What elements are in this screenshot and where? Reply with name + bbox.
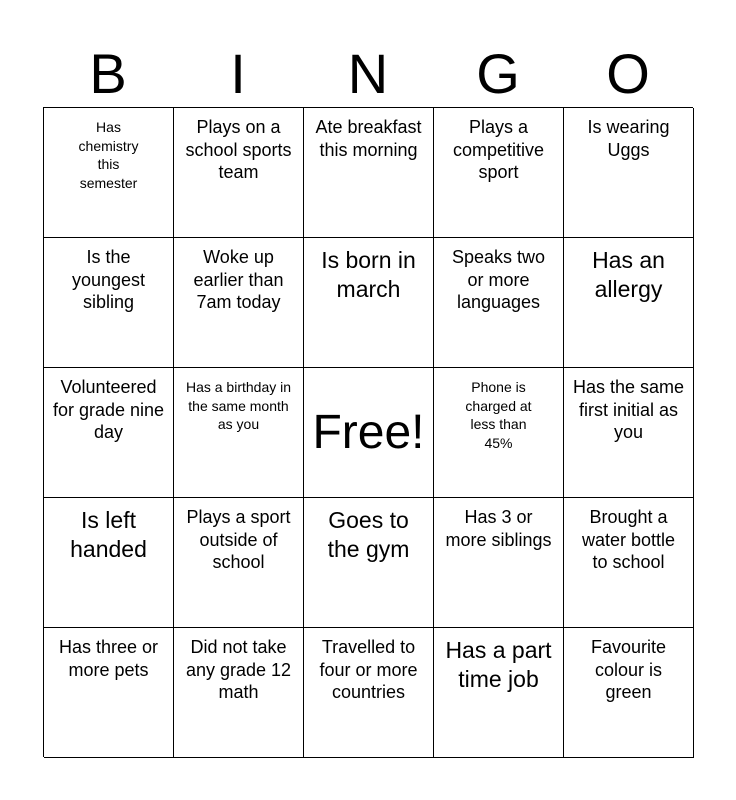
bingo-cell[interactable] xyxy=(304,238,434,368)
cell-text: Woke up earlier than 7am today xyxy=(193,247,284,312)
cell-text: Has the same first initial as you xyxy=(572,377,685,442)
cell-text: Phone is charged at less than 45% xyxy=(465,379,532,451)
bingo-cell[interactable] xyxy=(434,628,564,758)
header-letter-o: O xyxy=(606,42,650,105)
bingo-cell[interactable] xyxy=(564,498,694,628)
cell-text: Has a birthday in the same month as you xyxy=(185,379,292,432)
cell-text: Plays on a school sports team xyxy=(185,117,292,182)
bingo-grid xyxy=(43,107,693,757)
bingo-cell[interactable] xyxy=(44,628,174,758)
bingo-cell[interactable] xyxy=(174,368,304,498)
bingo-cell[interactable] xyxy=(434,108,564,238)
bingo-cell[interactable] xyxy=(44,108,174,238)
bingo-cell[interactable] xyxy=(44,368,174,498)
header-letter-i: I xyxy=(230,42,246,105)
cell-text: Brought a water bottle to school xyxy=(581,507,676,572)
bingo-cell[interactable] xyxy=(174,108,304,238)
cell-text: Ate breakfast this morning xyxy=(315,117,422,160)
bingo-cell[interactable] xyxy=(304,498,434,628)
bingo-cell[interactable] xyxy=(174,238,304,368)
cell-text: Has three or more pets xyxy=(58,637,159,680)
bingo-cell[interactable] xyxy=(174,498,304,628)
header-letter-g: G xyxy=(476,42,520,105)
bingo-cell[interactable] xyxy=(564,628,694,758)
cell-text: Plays a competitive sport xyxy=(452,117,545,182)
bingo-cell[interactable] xyxy=(44,498,174,628)
cell-text: Goes to the gym xyxy=(327,507,410,562)
cell-text: Favourite colour is green xyxy=(590,637,667,702)
cell-text: Speaks two or more languages xyxy=(451,247,546,312)
cell-text: Is born in march xyxy=(321,247,416,302)
bingo-cell[interactable] xyxy=(564,108,694,238)
bingo-cell[interactable] xyxy=(304,628,434,758)
bingo-cell[interactable] xyxy=(304,108,434,238)
cell-text: Has a part time job xyxy=(445,637,552,692)
cell-text: Did not take any grade 12 math xyxy=(185,637,292,702)
bingo-cell[interactable] xyxy=(564,368,694,498)
cell-text: Is the youngest sibling xyxy=(71,247,146,312)
bingo-cell[interactable] xyxy=(564,238,694,368)
cell-text: Has an allergy xyxy=(592,247,665,302)
cell-text: Has 3 or more siblings xyxy=(445,507,552,550)
header-letter-b: B xyxy=(89,42,127,105)
cell-text: Plays a sport outside of school xyxy=(186,507,291,572)
cell-text: Is left handed xyxy=(70,507,147,562)
bingo-cell[interactable] xyxy=(174,628,304,758)
cell-text: Volunteered for grade nine day xyxy=(52,377,165,442)
cell-text: Is wearing Uggs xyxy=(587,117,670,160)
cell-text: Has chemistry this semester xyxy=(78,119,139,191)
free-space-text: Free! xyxy=(312,405,425,459)
bingo-header xyxy=(43,40,693,108)
bingo-cell[interactable] xyxy=(434,238,564,368)
header-letter-n: N xyxy=(347,42,389,105)
free-space-cell[interactable] xyxy=(304,368,434,498)
bingo-cell[interactable] xyxy=(434,368,564,498)
bingo-cell[interactable] xyxy=(434,498,564,628)
bingo-cell[interactable] xyxy=(44,238,174,368)
cell-text: Travelled to four or more countries xyxy=(319,637,418,702)
